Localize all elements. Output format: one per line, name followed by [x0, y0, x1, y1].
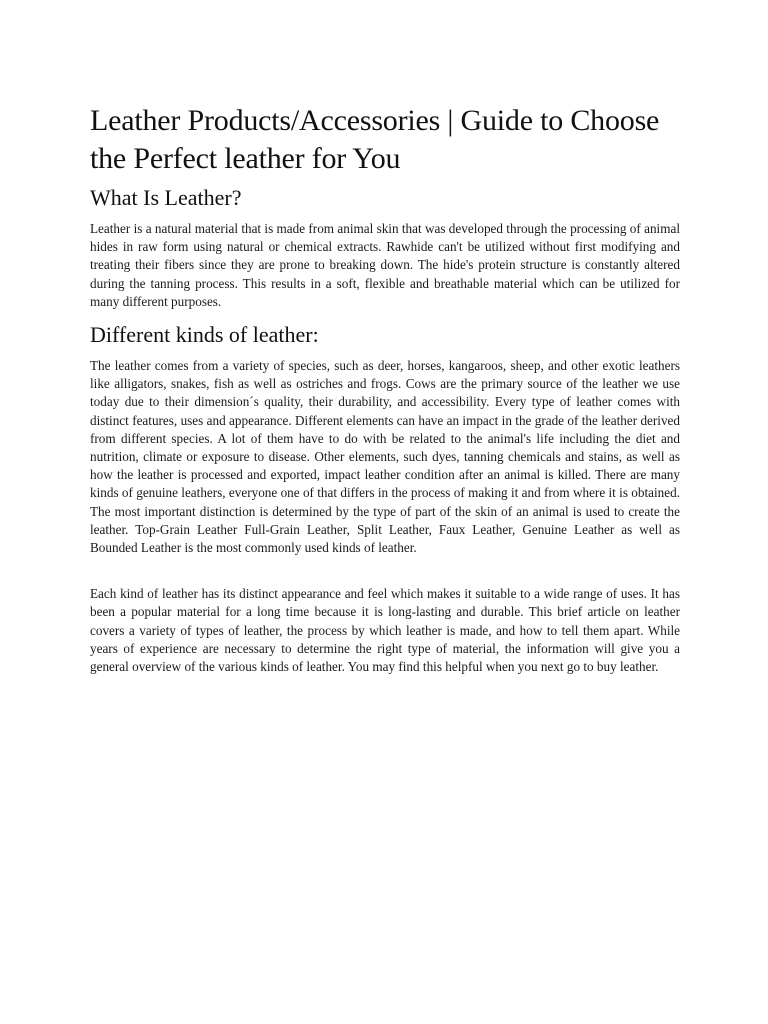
paragraph-leather-overview: Each kind of leather has its distinct appearance and feel which makes it suitable to a wide range of uses. It has been a popular material for a long time because it is long-lasting and durable. This brief article on leather covers a variety of types of leather, the process by which leather is made, and how to tell them apart. While years of experience are necessary to determine the right type of material, the information will give you a general overview of the various kinds of leather. You may find this helpful when you next go to buy leather. [90, 586, 680, 675]
paragraph-kinds-of-leather: The leather comes from a variety of species, such as deer, horses, kangaroos, sheep, and other exotic leathers like alligators, snakes, fish as well as ostriches and frogs. Cows are the primary source of the leather we use today due to their dimension´s quality, their durability, and accessibility. Every type of leather comes with distinct features, uses and appearance. Different elements can have an impact in the grade of the leather derived from different species. A lot of them have to do with be related to the animal's life including the diet and nutrition, climate or exposure to disease. Other elements, such dyes, tanning chemicals and stains, as well as how the leather is processed and exported, impact leather condition after an animal is killed. There are many kinds of genuine leathers, everyone one of that differs in the process of making it and from where it is obtained. The most important distinction is determined by the type of part of the skin of an animal is used to create the leather. Top-Grain Leather Full-Grain Leather, Split Leather, Faux Leather, Genuine Leather as well as Bounded Leather is the most commonly used kinds of leather. [90, 358, 680, 556]
document-content [90, 102, 680, 676]
spacer [90, 557, 680, 585]
section-heading-different-kinds: Different kinds of leather: [90, 322, 319, 348]
document-title: Leather Products/Accessories | Guide to Choose the Perfect leather for You [90, 104, 660, 175]
paragraph-what-is-leather: Leather is a natural material that is made from animal skin that was developed through the processing of animal hides in raw form using natural or chemical extracts. Rawhide can't be utilized without first modifying and treating their fibers since they are prone to breaking down. The hide's protein structure is constantly altered during the tanning process. This results in a soft, flexible and breathable material which can be utilized for many different purposes. [90, 221, 680, 309]
spacer [90, 311, 680, 321]
section-heading-what-is-leather: What Is Leather? [90, 185, 242, 210]
